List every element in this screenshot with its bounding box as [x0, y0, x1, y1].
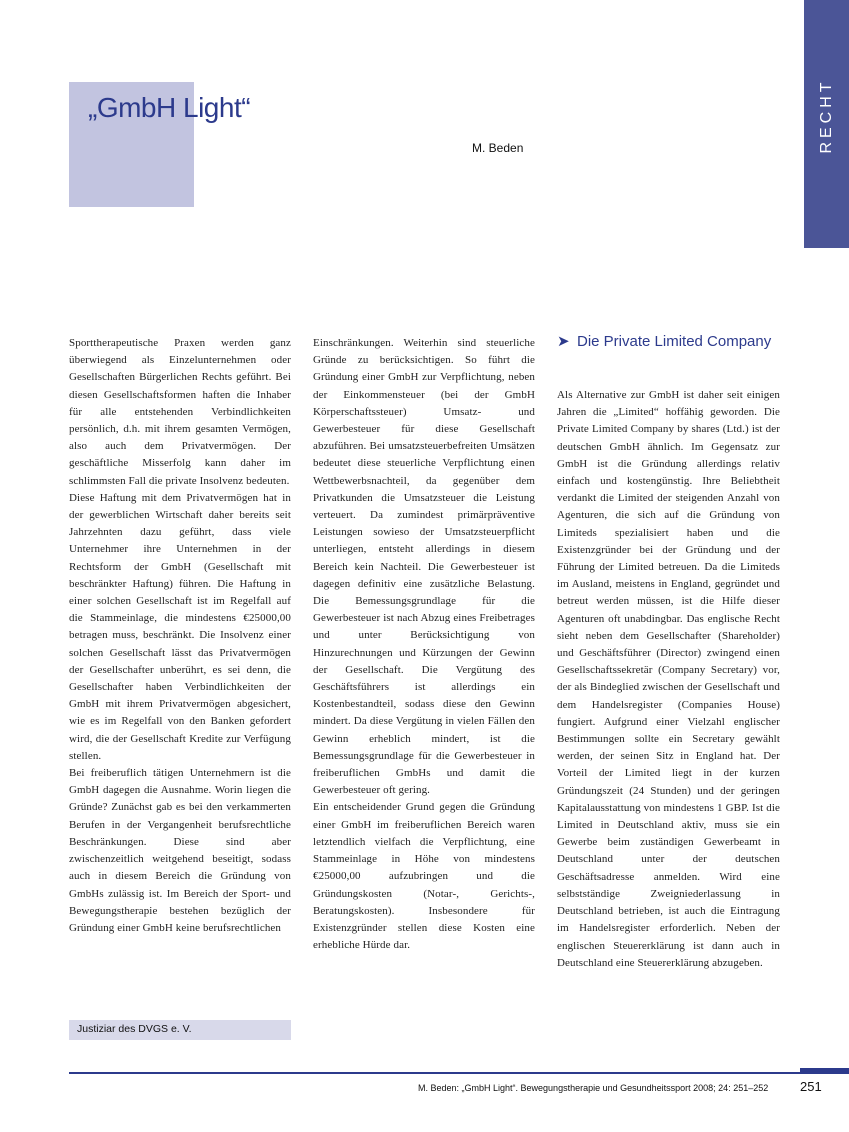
footer-accent-bar [800, 1068, 849, 1074]
paragraph: Einschränkungen. Weiterhin sind steuerliche Gründe zu berücksichtigen. So führt die Gründung einer GmbH zur Verpflichtung, neben der Einkommensteuer (bei der GmbH Körperschaftssteuer) Umsatz- und Gewerbesteuer für diese Gesellschaft abzuführen. Bei umsatzsteuerbefreiten Umsätzen bedeutet diese steuerliche Verpflichtung einen Wettbewerbsnachteil, da gegenüber dem Privatkunden die Umsatzsteuer die Leistung verteuert. Da zumindest primärpräventive Leistungen sowieso der Umsatzsteuerpflicht unterliegen, entsteht allerdings in diesem Bereich kein Nachteil. Die Gewerbesteuer ist dagegen definitiv eine zusätzliche Belastung. Die Bemessungsgrundlage für die Gewerbesteuer ist nach Abzug eines Freibetrages und unter Berücksichtigung von Hinzurechnungen und Kürzungen der Gewinn der Gesellschaft. Die Vergütung des Geschäftsführers ist allerdings ein Kostenbestandteil, sodass diese den Gewinn mindert. Da diese Vergütung in vielen Fällen den Gewinn erheblich mindert, ist die Bemessungsgrundlage für die Gewerbesteuer in freiberuflichen GmbHs und damit die Gewerbesteuer oft gering. [313, 337, 535, 797]
section-tab [804, 0, 849, 248]
paragraph: Diese Haftung mit dem Privatvermögen hat in der gewerblichen Wirtschaft daher bereits seit Jahrzehnten dazu geführt, dass viele Unternehmer ihre Unternehmen in der Rechtsform der GmbH (Gesellschaft mit beschränkter Haftung) führen. Die Haftung in einer solchen Gesellschaft ist im Regelfall auf die Stammeinlage, die mindestens €25000,00 betragen muss, beschränkt. Die Insolvenz einer solchen Gesellschaft lässt das Privatvermögen der Gesellschafter unberührt, es sei denn, die Gesellschafter haben Verbindlichkeiten der GmbH mit ihrem Privatvermögen abgesichert, wie es im Regelfall von den Banken gefordert wird, die der Gesellschaft Kredite zur Verfügung stellen. [69, 491, 291, 762]
article-title: „GmbH Light“ [88, 92, 251, 123]
text-column-1 [69, 335, 291, 937]
author-footnote [69, 1020, 291, 1040]
section-heading [557, 333, 787, 351]
arrow-right-icon: ➤ [557, 333, 570, 350]
page-number: 251 [800, 1079, 822, 1094]
text-column-3 [557, 387, 780, 972]
author-footnote-text: Justiziar des DVGS e. V. [77, 1023, 192, 1035]
paragraph: Als Alternative zur GmbH ist daher seit einigen Jahren die „Limited“ hoffähig geworden. Die Private Limited Company by shares (Ltd.) ist der deutschen GmbH ähnlich. Im Gegensatz zur GmbH ist die Gründung allerdings relativ einfach und kostengünstig. Ihre Beliebtheit verdankt die Limited der steigenden Anzahl von Agenturen, die sich auf die Gründung von Limiteds spezialisiert haben und die Existenzgründer bei der Gründung und der Führung der Limited betreuen. Da die Limiteds im Ausland, meistens in England, gegründet und betreut werden müssen, ist die Hilfe dieser Agenturen oft unabdingbar. Das englische Recht sieht neben dem Gesellschafter (Shareholder) und Geschäftsführer (Director) zwingend einen Gesellschaftssekretär (Company Secretary) vor, der als Bindeglied zwischen der Gesellschaft und dem Handelsregister (Companies House) fungiert. Aufgrund einer Vielzahl englischer Bestimmungen sollte ein Secretary gewählt werden, der seinen Sitz in England hat. Der Vorteil der Limited liegt in der kurzen Gründungszeit (24 Stunden) und der geringen Kapitalausstattung von mindestens 1 GBP. Ist die Limited in Deutschland aktiv, muss sie ein Gewerbe beim zuständigen Gewerbeamt in Deutschland unter der deutschen Geschäftsadresse anmelden. Wird eine selbstständige Zweigniederlassung in Deutschland betrieben, ist auch die Eintragung im Handelsregister erforderlich. Neben der englischen Steuererklärung ist dann auch in Deutschland eine Steuererklärung abzugeben. [557, 389, 780, 969]
section-heading-text: Die Private Limited Company [577, 333, 772, 350]
paragraph: Sporttherapeutische Praxen werden ganz überwiegend als Einzelunternehmen oder Gesellschaften Bürgerlichen Rechts geführt. Bei diesen Gesellschaftsformen haften die Inhaber für alle entstehenden Verbindlichkeiten persönlich, d.h. mit ihrem gesamten Vermögen, also auch dem Privatvermögen. Der geschäftliche Misserfolg kann daher im schlimmsten Fall die private Insolvenz bedeuten. [69, 337, 291, 487]
section-tab-label: RECHT [817, 78, 835, 154]
footer-rule [69, 1072, 848, 1074]
footer-citation: M. Beden: „GmbH Light“. Bewegungstherapie und Gesundheitssport 2008; 24: 251–252 [418, 1083, 769, 1093]
article-author: M. Beden [472, 141, 524, 155]
paragraph: Ein entscheidender Grund gegen die Gründung einer GmbH im freiberuflichen Bereich waren letztendlich vielfach die Verpflichtung, eine Stammeinlage in Höhe von mindestens €25000,00 aufzubringen und die Gründungskosten (Notar-, Gerichts-, Beratungskosten). Insbesondere für Existenzgründer stellen diese Kosten eine erhebliche Hürde dar. [313, 801, 535, 952]
paragraph: Bei freiberuflich tätigen Unternehmern ist die GmbH dagegen die Ausnahme. Worin liegen die Gründe? Zunächst gab es bei den verkammerten Berufen in der Vergangenheit berufsrechtliche Beschränkungen. Diese sind aber zwischenzeitlich weitgehend beseitigt, sodass auch in diesem Bereich die Gründung von GmbHs zulässig ist. Im Bereich der Sport- und Bewegungstherapie bestehen bezüglich der Gründung einer GmbH keine berufsrechtlichen [69, 767, 291, 934]
text-column-2 [313, 335, 535, 954]
